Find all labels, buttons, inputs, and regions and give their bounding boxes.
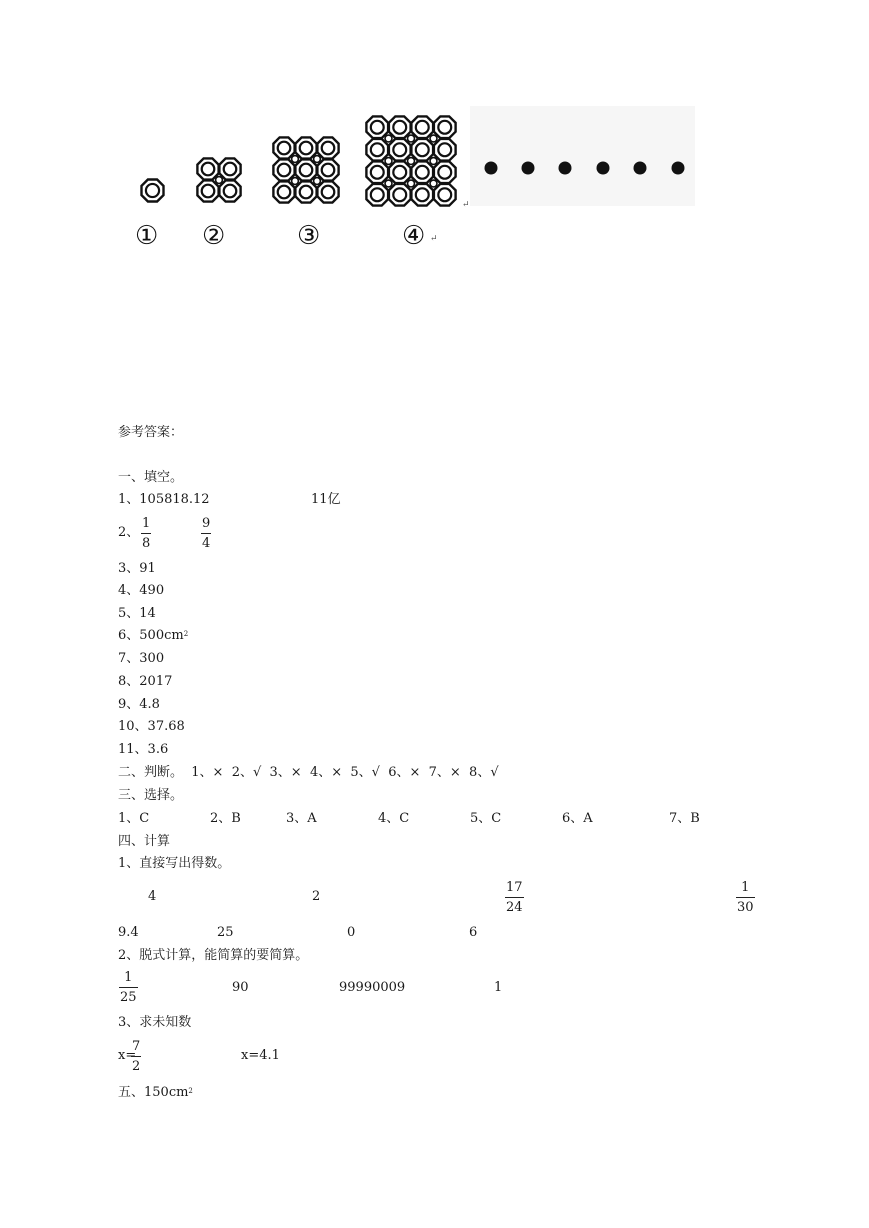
answer-1-9: 9、4.8 <box>118 697 160 712</box>
octagon-tile <box>366 184 388 206</box>
octagon-tile <box>389 139 411 161</box>
equation-answer-prefix: x= <box>118 1048 137 1063</box>
ellipsis-dot <box>485 162 498 175</box>
gap-circle <box>385 158 392 165</box>
octagon-tile <box>142 180 164 202</box>
answer-1-3: 3、91 <box>118 561 156 576</box>
choice-answer: 7、B <box>669 811 700 826</box>
gap-circle <box>216 177 223 184</box>
gap-circle <box>292 156 299 163</box>
octagon-tile <box>411 139 433 161</box>
fraction-numerator: 1 <box>741 880 750 895</box>
section-4-part-1-heading: 1、直接写出得数。 <box>118 856 231 871</box>
octagon-tile <box>317 137 338 158</box>
fraction-denominator: 4 <box>202 536 211 551</box>
gap-circle <box>430 135 437 142</box>
fraction-bar <box>736 897 755 898</box>
fraction-bar <box>505 897 524 898</box>
fraction-bar <box>131 1056 141 1057</box>
answer-title: 参考答案： <box>118 425 184 440</box>
octagon-tile <box>273 137 294 158</box>
gap-circle <box>408 158 415 165</box>
fraction-numerator: 9 <box>202 516 211 531</box>
answer-1-6 <box>118 628 188 644</box>
answer-1-2-prefix: 2、 <box>118 525 140 540</box>
fraction-bar <box>201 533 211 534</box>
octagon-tile <box>434 116 456 138</box>
answer-1-10: 10、37.68 <box>118 719 185 734</box>
fraction-denominator: 25 <box>120 990 137 1005</box>
calc-answer: 99990009 <box>339 980 406 995</box>
section-4-part-2-heading: 2、脱式计算，能简算的要简算。 <box>118 948 309 963</box>
answer-1-6-text: 6、500cm <box>118 628 184 643</box>
choice-answer: 3、A <box>286 811 317 826</box>
fraction <box>119 970 138 1005</box>
fraction-numerator: 7 <box>132 1039 141 1054</box>
octagon-tile <box>295 159 316 180</box>
gap-circle <box>408 180 415 187</box>
choice-answer: 6、A <box>562 811 593 826</box>
octagon-tile <box>366 139 388 161</box>
figure-label-3: ③ <box>297 221 321 251</box>
calc-answer: 9.4 <box>118 925 139 940</box>
answer-1-7: 7、300 <box>118 651 165 666</box>
octagon-tile <box>411 161 433 183</box>
fraction-bar <box>141 533 151 534</box>
octagon-tile <box>366 116 388 138</box>
octagon-tile <box>197 180 218 201</box>
answer-1-1b: 11亿 <box>311 492 341 507</box>
fraction <box>141 516 151 551</box>
gap-circle <box>408 135 415 142</box>
ellipsis-dot <box>672 162 685 175</box>
octagon-tile <box>389 184 411 206</box>
octagon-tile <box>411 116 433 138</box>
section-1-heading: 一、填空。 <box>118 470 184 485</box>
fraction <box>201 516 211 551</box>
calc-answer: 6 <box>469 925 478 940</box>
octagon-tile <box>389 161 411 183</box>
figure-label-2: ② <box>202 221 226 251</box>
ellipsis-dot <box>559 162 572 175</box>
calc-answer: 0 <box>347 925 356 940</box>
gap-circle <box>314 178 321 185</box>
superscript: 2 <box>188 1087 193 1095</box>
return-mark: ↵ <box>430 234 438 244</box>
section-4-heading: 四、计算 <box>118 834 171 849</box>
figure-label-4: ④ <box>402 221 426 251</box>
return-mark: ↵ <box>462 200 470 210</box>
choice-answer: 1、C <box>118 811 150 826</box>
fraction-bar <box>119 987 138 988</box>
section-3-heading: 三、选择。 <box>118 788 184 803</box>
fraction-numerator: 17 <box>506 880 523 895</box>
octagon-tile <box>389 116 411 138</box>
octagon-tile <box>434 139 456 161</box>
fraction-denominator: 30 <box>737 900 754 915</box>
octagon-tile <box>219 158 240 179</box>
calc-answer: 2 <box>312 889 321 904</box>
equation-answer: x=4.1 <box>241 1048 280 1063</box>
octagon-tile <box>317 159 338 180</box>
octagon-tile <box>295 181 316 202</box>
fraction-denominator: 8 <box>142 536 151 551</box>
octagon-tile <box>434 161 456 183</box>
answer-1-8: 8、2017 <box>118 674 173 689</box>
figure-label-1: ① <box>135 221 159 251</box>
octagon-tile <box>434 184 456 206</box>
gap-circle <box>385 180 392 187</box>
octagon-tile <box>411 184 433 206</box>
answer-1-1: 1、105818.12 <box>118 492 210 507</box>
gap-circle <box>314 156 321 163</box>
calc-answer: 4 <box>148 889 157 904</box>
calc-answer: 90 <box>232 980 249 995</box>
fraction-denominator: 24 <box>506 900 523 915</box>
answer-1-4: 4、490 <box>118 583 165 598</box>
choice-answer: 2、B <box>210 811 241 826</box>
fraction-numerator: 1 <box>124 970 133 985</box>
superscript: 2 <box>183 630 189 638</box>
fraction-denominator: 2 <box>132 1059 141 1074</box>
gap-circle <box>430 158 437 165</box>
gap-circle <box>385 135 392 142</box>
octagon-tile <box>219 180 240 201</box>
calc-answer: 25 <box>217 925 234 940</box>
section-2-line: 二、判断。 1、× 2、√ 3、× 4、× 5、√ 6、× 7、× 8、√ <box>118 765 499 780</box>
ellipsis-dot <box>522 162 535 175</box>
choice-answer: 5、C <box>470 811 502 826</box>
fraction <box>736 880 755 915</box>
answer-1-5: 5、14 <box>118 606 156 621</box>
octagon-tile <box>317 181 338 202</box>
octagon-tile <box>197 158 218 179</box>
gap-circle <box>430 180 437 187</box>
pattern-figure-graphic <box>0 0 869 260</box>
octagon-tile <box>273 181 294 202</box>
figure-background <box>470 106 695 206</box>
answer-1-11: 11、3.6 <box>118 742 169 757</box>
octagon-tile <box>366 161 388 183</box>
section-4-part-3-heading: 3、求未知数 <box>118 1015 192 1030</box>
section-5-line <box>118 1085 193 1101</box>
section-5-text: 五、150cm <box>118 1085 189 1100</box>
calc-answer: 1 <box>494 980 503 995</box>
choice-answer: 4、C <box>378 811 410 826</box>
fraction <box>131 1039 141 1074</box>
octagon-tile <box>273 159 294 180</box>
octagon-tile <box>295 137 316 158</box>
gap-circle <box>292 178 299 185</box>
ellipsis-dot <box>634 162 647 175</box>
ellipsis-dot <box>597 162 610 175</box>
fraction <box>505 880 524 915</box>
fraction-numerator: 1 <box>142 516 151 531</box>
